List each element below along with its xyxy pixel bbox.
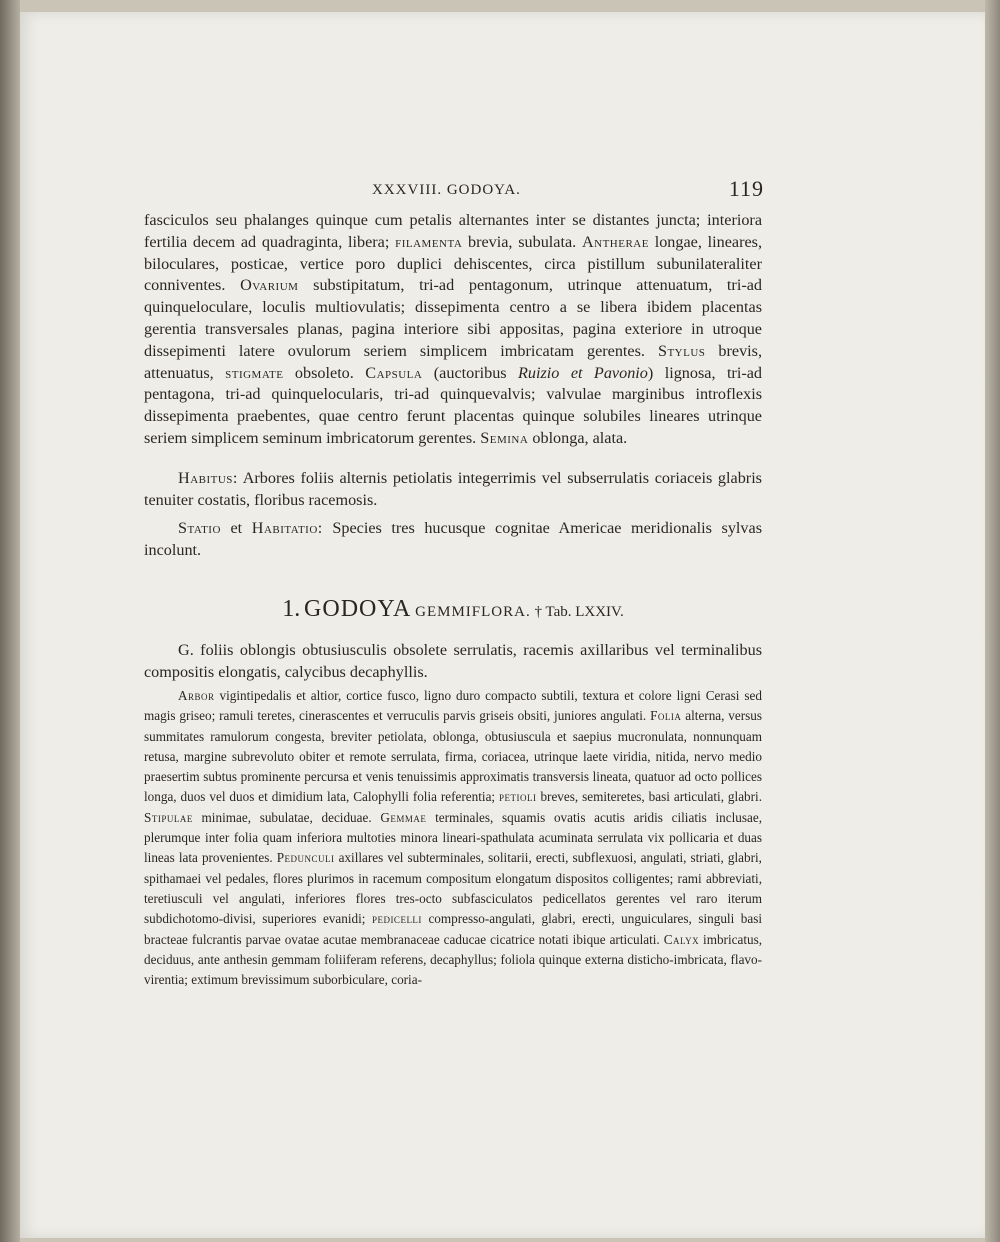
habitus-label: Habitus: <box>178 469 238 487</box>
text-run: brevia, subulata. <box>462 232 582 251</box>
term-calyx: Calyx <box>663 931 700 947</box>
term-stylus: Stylus <box>657 341 706 360</box>
term-antherae: Antherae <box>581 232 649 251</box>
text-run: compresso-angulati, glabri, erecti, unguiculares, singuli basi bracteae fulcrantis parvae ovatae acutae membranaceae caducae cicatrice notati ibique articulati. <box>144 911 763 947</box>
term-capsula: Capsula <box>365 363 423 382</box>
genus-description-paragraph <box>144 210 762 450</box>
species-number: 1. <box>282 596 301 622</box>
term-semina: Semina <box>480 428 529 447</box>
term-ovarium: Ovarium <box>240 276 299 295</box>
text-run: brevis, attenuatus, <box>144 341 763 382</box>
book-gutter <box>0 0 20 1242</box>
species-diagnosis: G. foliis oblongis obtusiusculis obsolete serrulatis, racemis axillaribus vel terminalibus compositis elongatis, calycibus decaphyllis. <box>144 641 762 681</box>
page-header <box>144 176 764 206</box>
running-head: XXXVIII. GODOYA. <box>372 182 521 198</box>
habitus-paragraph <box>144 468 762 512</box>
authors-italic: Ruizio et Pavonio <box>518 363 648 382</box>
term-arbor: Arbor <box>178 688 215 703</box>
text-run: et <box>220 519 252 537</box>
text-run: ) lignosa, tri-ad pentagona, tri-ad quinquelocularis, tri-ad quinquevalvis; valvulae marginibus introflexis dissepimenta praebentes, quae centro ferunt placentas quinque solubiles lineares utrinque seriem simplicem seminum imbricatorum gerentes. <box>144 363 762 447</box>
statio-label: Statio <box>178 519 221 537</box>
text-run: oblonga, alata. <box>528 428 628 447</box>
text-run: terminales, squamis ovatis acutis aridis ciliatis inclusae, plerumque inter folia quam inferiora multoties minora lineari-spathulata acuminata serrulata vix pollicaria et duas lineas lata provenientes. <box>144 809 762 866</box>
text-run: substipitatum, tri-ad pentagonum, utrinque attenuatum, tri-ad quinqueloculare, loculis multiovulatis; dissepimenta centro a se libera ibidem placentas gerentia transversales planas, pagina interiore sibi appositas, pagina exteriore in utroque dissepimenti latere ovulorum seriem simplicem imbricatam gerentes. <box>144 276 762 360</box>
statio-text: Species tres hucusque cognitae Americae meridionalis sylvas incolunt. <box>144 519 762 559</box>
term-stipulae: Stipulae <box>144 809 193 825</box>
term-pedicelli: pedicelli <box>371 911 422 927</box>
text-run: axillares vel subterminales, solitarii, erecti, subflexuosi, angulati, striati, glabri, spithamaei vel pedales, flores plurimos in racemum compositum elongatum dispositos colligentes; rami abbreviati, teretiusculi vel angulati, inferiores flores tres-octo subfasciculatos pedicellatos gerentes vel raro iterum subdichotomo-divisi, superiores evanidi; <box>144 850 762 927</box>
dagger-mark: † <box>534 604 542 620</box>
plate-reference: Tab. LXXIV. <box>545 604 624 620</box>
habitatio-label: Habitatio: <box>251 519 323 537</box>
text-run: minimae, subulatae, deciduae. <box>192 809 381 825</box>
habitus-text: Arbores foliis alternis petiolatis integerrimis vel subserrulatis coriaceis glabris tenuiter costatis, floribus racemosis. <box>144 469 762 509</box>
text-run: (auctoribus <box>422 363 519 382</box>
term-pedunculi: Pedunculi <box>276 850 335 866</box>
term-stigmate: stigmate <box>225 363 284 382</box>
species-genus: GODOYA <box>304 596 412 622</box>
term-gemmae: Gemmae <box>380 809 427 825</box>
text-run: imbricatus, deciduus, ante anthesin gemmam foliiferam referens, decaphyllus; foliola quinque externa disticho-imbricata, flavo-virentia; extimum brevissimum suborbiculare, coria- <box>144 931 763 988</box>
species-heading <box>144 596 762 623</box>
term-filamenta: filamenta <box>395 232 463 251</box>
text-run: breves, semiteretes, basi articulati, glabri. <box>536 789 762 805</box>
text-run: vigintipedalis et altior, cortice fusco, ligno duro compacto subtili, textura et colore ligni Cerasi sed magis griseo; ramuli teretes, cinerascentes et verruculis parvis griseis obsiti, juniores angulati. <box>144 688 762 724</box>
species-epithet: GEMMIFLORA. <box>415 604 531 620</box>
page-number: 119 <box>728 176 764 201</box>
text-run: fasciculos seu phalanges quinque cum petalis alternantes inter se distantes juncta; interiora fertilia decem ad quadraginta, libera; <box>144 211 762 251</box>
species-detail-paragraph <box>144 686 762 990</box>
term-petioli: petioli <box>499 789 537 805</box>
text-run: alterna, versus summitates ramulorum congesta, breviter petiolata, oblonga, obtusiuscula et saepius mucronulata, nonnunquam retusa, margine subrevoluto obiter et remote serrulata, firma, coriacea, utrinque laete viridia, nitida, nervo medio praesertim subtus prominente percursa et venis tenuissimis approximatis transversis lineata, quatuor ad octo pollices longa, duos vel duos et dimidium lata, Calophylli folia referentia; <box>144 708 763 805</box>
term-folia: Folia <box>650 708 682 724</box>
statio-paragraph <box>144 518 762 562</box>
text-run: longae, lineares, biloculares, posticae, vertice poro duplici dehiscentes, circa pistillum subunilateraliter conniventes. <box>144 232 762 295</box>
page-edge <box>985 0 1000 1242</box>
text-run: obsoleto. <box>283 363 366 382</box>
